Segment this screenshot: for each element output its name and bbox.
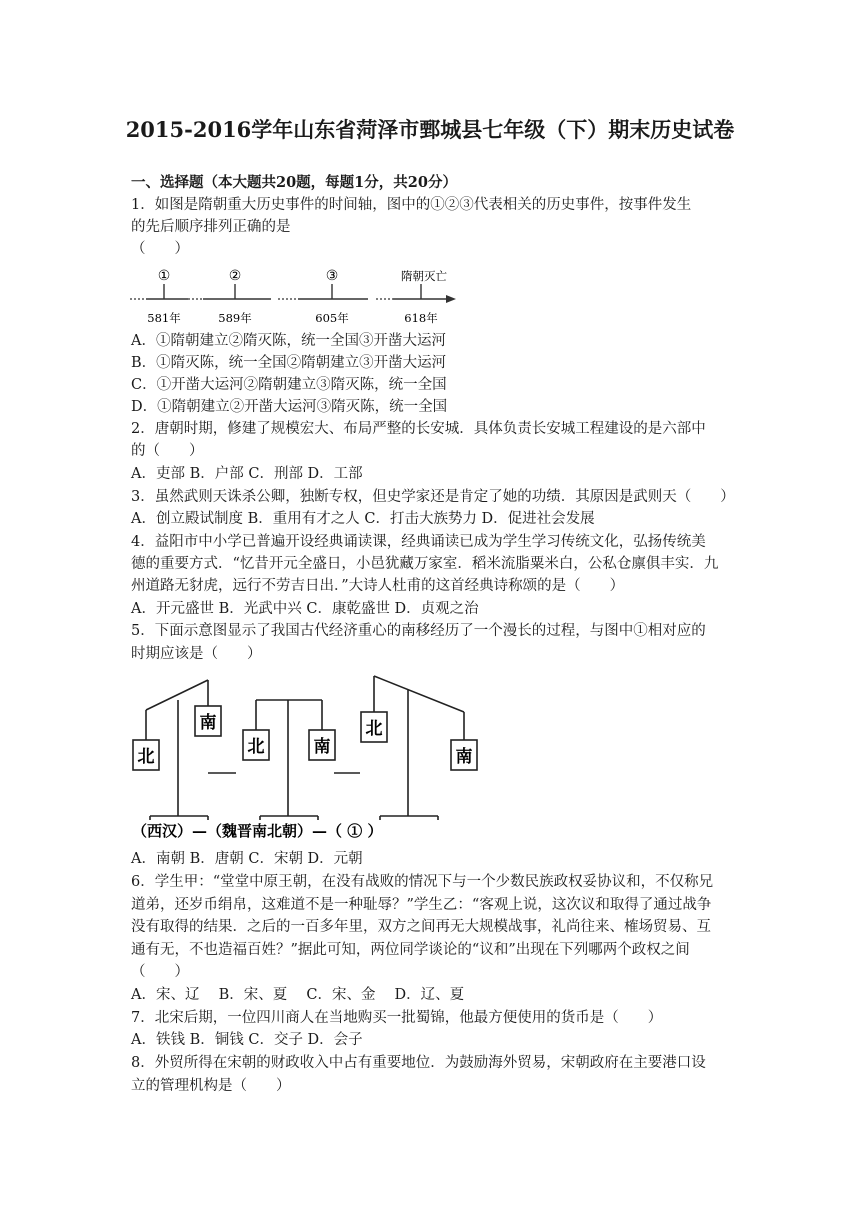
q6-stem-line3: 没有取得的结果．之后的一百多年里，双方之间再无大规模战事，礼尚往来、榷场贸易、互 [131, 919, 711, 935]
q1-stem-line1: 1．如图是隋朝重大历史事件的时间轴，图中的①②③代表相关的历史事件，按事件发生 [131, 197, 692, 213]
q1-timeline-figure [128, 262, 458, 328]
q5-economic-center-diagram [128, 670, 490, 842]
timeline-year-3: 605年 [315, 311, 349, 325]
q5-options: A．南朝 B．唐朝 C．宋朝 D．元朝 [131, 851, 363, 867]
q6-stem-line4: 通有无，不也造福百姓？”据此可知，两位同学谈论的“议和”出现在下列哪两个政权之间 [131, 942, 690, 958]
q6-stem-line1: 6．学生甲：“堂堂中原王朝，在没有战败的情况下与一个少数民族政权妥协议和，不仅称兄 [131, 874, 714, 890]
q3-options: A．创立殿试制度 B．重用有才之人 C．打击大族势力 D．促进社会发展 [131, 511, 595, 527]
timeline-year-4: 618年 [404, 311, 438, 325]
q6-stem-line2: 道弟，还岁币绢帛，这难道不是一种耻辱？”学生乙：“客观上说，这次议和取得了通过战争 [131, 897, 712, 913]
diagram-caption: （西汉）—（魏晋南北朝）—（ ① ） [132, 822, 383, 840]
timeline-year-1: 581年 [147, 311, 181, 325]
q8-stem-line2: 立的管理机构是（ ） [131, 1078, 291, 1094]
q4-stem-line3: 州道路无豺虎，远行不劳吉日出．”大诗人杜甫的这首经典诗称颂的是（ ） [131, 578, 625, 594]
q1-option-c: C．①开凿大运河②隋朝建立③隋灭陈，统一全国 [131, 377, 447, 393]
section-heading: 一、选择题（本大题共20题，每题1分，共20分） [131, 174, 457, 191]
q1-option-d: D．①隋朝建立②开凿大运河③隋灭陈，统一全国 [131, 399, 448, 415]
q2-stem-line1: 2．唐朝时期，修建了规模宏大、布局严整的长安城．具体负责长安城工程建设的是六部中 [131, 421, 706, 437]
timeline-marker-3: ③ [325, 268, 339, 284]
q1-answer-blank: （ ） [131, 241, 189, 257]
diagram-south-label-2: 南 [313, 737, 331, 757]
q7-options: A．铁钱 B．铜钱 C．交子 D．会子 [131, 1032, 363, 1048]
diagram-north-label-2: 北 [247, 737, 265, 757]
q7-stem-line1: 7．北宋后期，一位四川商人在当地购买一批蜀锦，他最方便使用的货币是（ ） [131, 1010, 663, 1026]
q8-stem-line1: 8．外贸所得在宋朝的财政收入中占有重要地位．为鼓励海外贸易，宋朝政府在主要港口设 [131, 1055, 706, 1071]
diagram-south-label-3: 南 [455, 747, 473, 767]
diagram-south-label-1: 南 [199, 713, 217, 733]
timeline-marker-4: 隋朝灭亡 [401, 269, 447, 283]
q2-options: A．吏部 B．户部 C．刑部 D．工部 [131, 466, 363, 482]
q4-stem-line1: 4．益阳市中小学已普遍开设经典诵读课，经典诵读已成为学生学习传统文化，弘扬传统美 [131, 534, 706, 550]
diagram-north-label-3: 北 [365, 719, 383, 739]
timeline-year-2: 589年 [218, 311, 252, 325]
q5-stem-line2: 时期应该是（ ） [131, 646, 262, 662]
q5-stem-line1: 5．下面示意图显示了我国古代经济重心的南移经历了一个漫长的过程，与图中①相对应的 [131, 623, 706, 639]
q3-stem-line1: 3．虽然武则天诛杀公卿，独断专权，但史学家还是肯定了她的功绩．其原因是武则天（ ） [131, 489, 735, 505]
q1-option-b: B．①隋灭陈，统一全国②隋朝建立③开凿大运河 [131, 355, 447, 371]
diagram-north-label-1: 北 [137, 747, 155, 767]
timeline-marker-2: ② [228, 268, 242, 284]
q1-stem-line2: 的先后顺序排列正确的是 [131, 219, 291, 235]
q2-stem-line2: 的（ ） [131, 443, 204, 459]
q1-option-a: A．①隋朝建立②隋灭陈，统一全国③开凿大运河 [131, 333, 446, 349]
exam-title: 2015-2016学年山东省菏泽市鄄城县七年级（下）期末历史试卷 [125, 117, 735, 142]
timeline-marker-1: ① [157, 268, 171, 284]
q6-options: A．宋、辽 B．宋、夏 C．宋、金 D．辽、夏 [131, 987, 465, 1003]
q4-options: A．开元盛世 B．光武中兴 C．康乾盛世 D．贞观之治 [131, 601, 479, 617]
q6-answer-blank: （ ） [131, 964, 189, 980]
q4-stem-line2: 德的重要方式．“忆昔开元全盛日，小邑犹藏万家室．稻米流脂粟米白，公私仓廪俱丰实．九 [131, 556, 719, 572]
